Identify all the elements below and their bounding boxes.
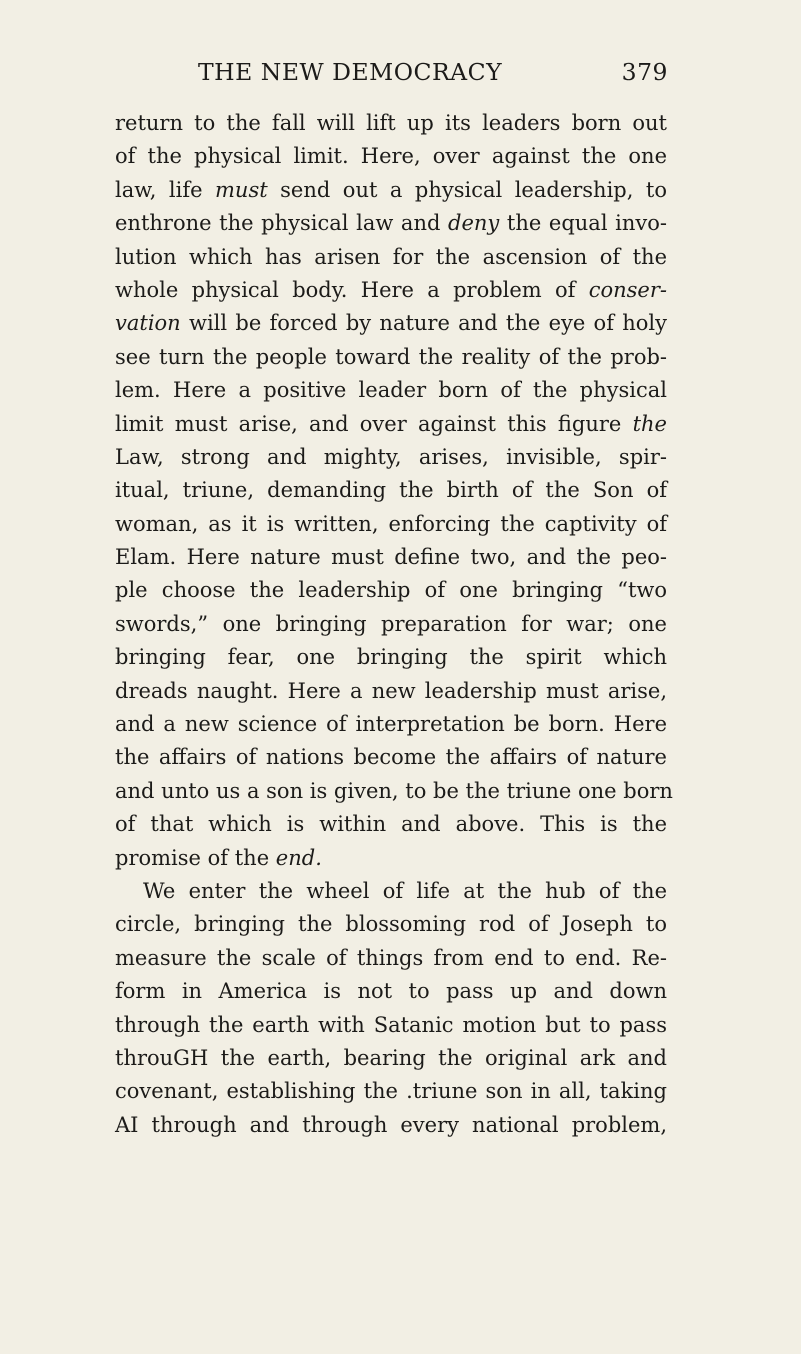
text-line xyxy=(115,508,667,541)
text-line xyxy=(115,1109,667,1142)
text-segment: and unto us a son is given, to be the triune one born xyxy=(115,778,673,803)
text-segment: circle, bringing the blossoming rod of Joseph to xyxy=(115,912,667,937)
italic-text-segment: the xyxy=(632,411,667,436)
text-line xyxy=(115,274,667,307)
body-text xyxy=(115,107,673,1142)
text-segment: dreads naught. Here a new leadership must arise, xyxy=(115,678,667,703)
text-line xyxy=(115,107,667,140)
text-segment: the affairs of nations become the affairs of nature xyxy=(115,745,667,770)
text-line xyxy=(115,741,667,774)
text-segment: see turn the people toward the reality of the prob- xyxy=(115,344,667,369)
text-line xyxy=(115,374,667,407)
text-line xyxy=(115,574,667,607)
text-segment: covenant, establishing the .triune son in all, taking xyxy=(115,1079,667,1104)
text-line xyxy=(115,541,667,574)
text-line xyxy=(115,808,667,841)
text-segment: the equal invo- xyxy=(499,211,667,236)
text-segment: ple choose the leadership of one bringing “two xyxy=(115,578,667,603)
text-line xyxy=(115,608,667,641)
text-line xyxy=(115,908,667,941)
text-line xyxy=(115,441,667,474)
text-line xyxy=(115,708,667,741)
text-line xyxy=(115,140,667,173)
text-segment: itual, triune, demanding the birth of the Son of xyxy=(115,478,667,503)
text-line xyxy=(115,641,667,674)
italic-text-segment: end. xyxy=(275,845,322,870)
text-line xyxy=(115,408,667,441)
text-line xyxy=(115,942,667,975)
text-segment: woman, as it is written, enforcing the captivity of xyxy=(115,511,667,536)
text-segment: through the earth with Satanic motion but to pass xyxy=(115,1012,667,1037)
text-segment: return to the fall will lift up its leaders born out xyxy=(115,111,667,135)
text-segment: lution which has arisen for the ascension of the xyxy=(115,244,667,269)
text-segment: enthrone the physical law and xyxy=(115,211,449,236)
text-line xyxy=(115,775,673,808)
italic-text-segment: must xyxy=(215,177,268,202)
text-line xyxy=(115,341,667,374)
text-line xyxy=(115,1075,667,1108)
text-line xyxy=(115,174,667,207)
running-title: THE NEW DEMOCRACY xyxy=(198,58,503,86)
page-number: 379 xyxy=(621,58,668,86)
text-segment: promise of the xyxy=(115,845,276,870)
text-segment: of the physical limit. Here, over against the one xyxy=(115,144,667,169)
running-head xyxy=(198,58,668,94)
text-line xyxy=(115,842,667,875)
text-segment: law, life xyxy=(115,177,215,202)
text-line xyxy=(115,474,667,507)
text-segment: AI through and through every national problem, xyxy=(115,1112,667,1137)
text-segment: measure the scale of things from end to end. Re- xyxy=(115,945,667,970)
text-segment: whole physical body. Here a problem of xyxy=(115,277,589,302)
text-segment: send out a physical leadership, to xyxy=(267,177,667,202)
text-segment: Elam. Here nature must define two, and the peo- xyxy=(115,545,667,570)
text-segment: of that which is within and above. This is the xyxy=(115,812,667,837)
text-line xyxy=(115,307,667,340)
text-segment: swords,” one bringing preparation for war; one xyxy=(115,611,667,636)
text-segment: limit must arise, and over against this figure xyxy=(115,411,633,436)
text-line xyxy=(115,241,667,274)
text-line xyxy=(115,207,667,240)
text-segment: Law, strong and mighty, arises, invisible, spir- xyxy=(115,444,667,469)
italic-text-segment: deny xyxy=(448,211,500,236)
text-line xyxy=(115,1009,667,1042)
text-segment: throuGH the earth, bearing the original ark and xyxy=(115,1045,667,1070)
text-segment: will be forced by nature and the eye of holy xyxy=(180,311,667,336)
text-line xyxy=(115,1042,667,1075)
text-line xyxy=(115,975,667,1008)
text-segment: and a new science of interpretation be born. Here xyxy=(115,712,667,737)
italic-text-segment: vation xyxy=(115,311,181,336)
italic-text-segment: conser- xyxy=(588,277,667,302)
text-segment: lem. Here a positive leader born of the physical xyxy=(115,378,667,403)
text-segment: bringing fear, one bringing the spirit which xyxy=(115,645,667,670)
text-line xyxy=(115,875,667,908)
text-segment: We enter the wheel of life at the hub of the xyxy=(143,878,667,903)
text-line xyxy=(115,675,667,708)
text-segment: form in America is not to pass up and down xyxy=(115,979,667,1004)
